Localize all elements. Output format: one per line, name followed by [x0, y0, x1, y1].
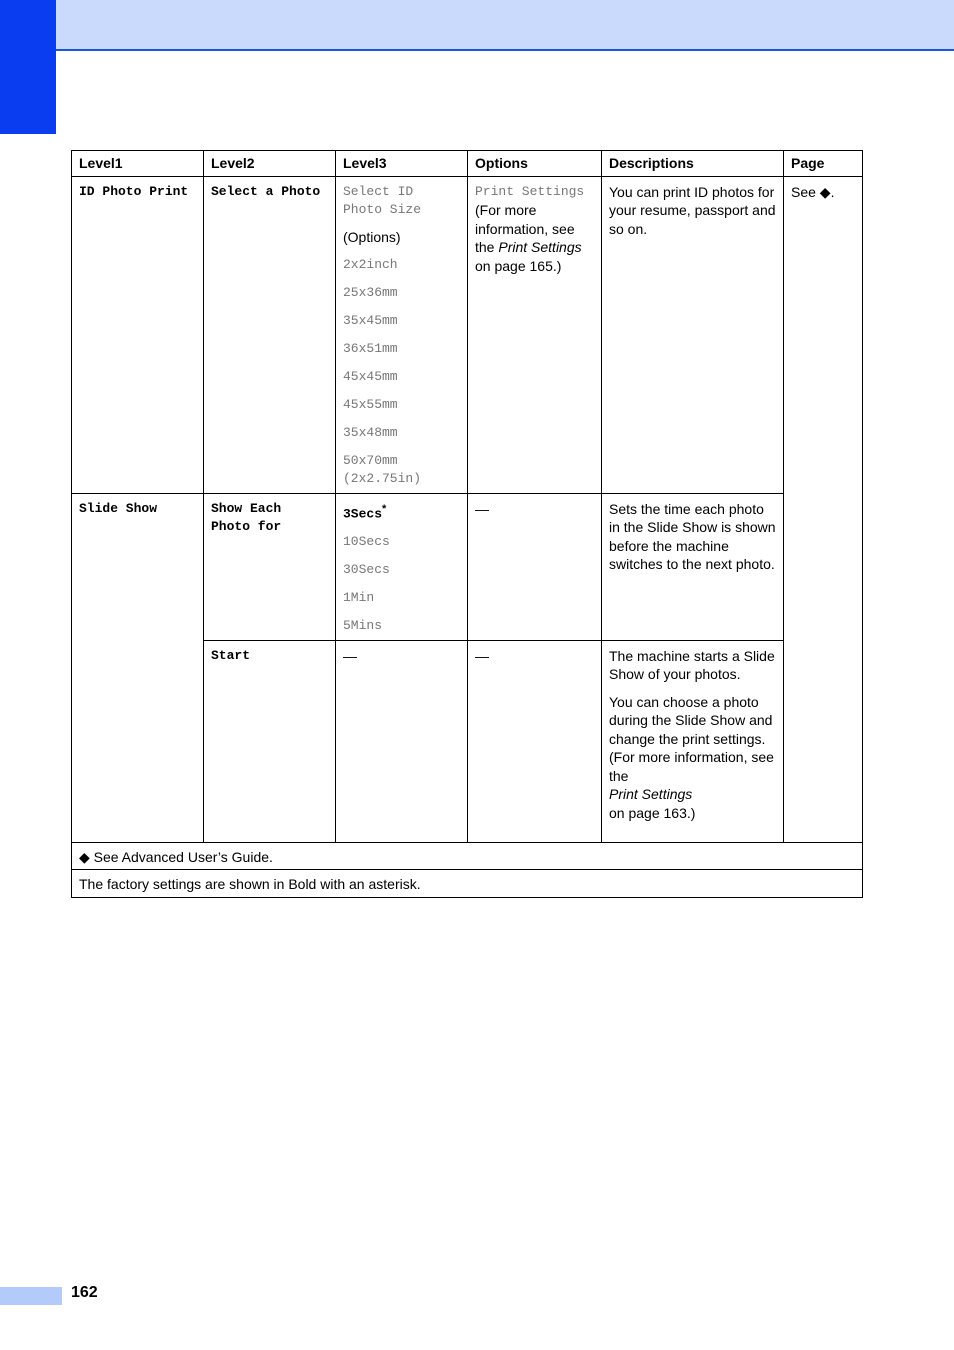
- page-number: 162: [71, 1284, 98, 1301]
- size-option: 2x2inch: [343, 256, 398, 272]
- description-start: [602, 640, 784, 842]
- column-header-descriptions: Descriptions: [602, 151, 784, 177]
- print-settings-reference: [475, 201, 594, 275]
- duration-option: 1Min: [343, 590, 375, 606]
- default-asterisk: *: [382, 502, 387, 515]
- size-option: 25x36mm: [343, 284, 398, 300]
- description-start-2: [609, 693, 776, 823]
- level1-id-photo-print: ID Photo Print: [72, 176, 204, 493]
- note-factory-settings: The factory settings are shown in Bold with an asterisk.: [72, 870, 863, 898]
- reference-title: Print Settings: [498, 239, 582, 255]
- print-settings-option: Print Settings: [475, 183, 585, 199]
- column-header-level1: Level1: [72, 151, 204, 177]
- level2-select-a-photo: Select a Photo: [204, 176, 336, 493]
- options-print-settings: [468, 176, 602, 493]
- level3-id-photo-sizes: [336, 176, 468, 493]
- duration-option: 5Mins: [343, 618, 383, 634]
- size-option: 35x45mm: [343, 312, 398, 328]
- reference-page: on page 165.): [475, 257, 562, 274]
- level1-slide-show: Slide Show: [72, 493, 204, 842]
- description-show-each: Sets the time each photo in the Slide Show is shown before the machine switches to the next photo.: [602, 493, 784, 640]
- size-option: 45x55mm: [343, 396, 398, 412]
- column-header-page: Page: [784, 151, 863, 177]
- table-header-row: [72, 151, 863, 177]
- size-option: 36x51mm: [343, 340, 398, 356]
- size-option: 35x48mm: [343, 424, 398, 440]
- column-header-level2: Level2: [204, 151, 336, 177]
- size-option: 50x70mm (2x2.75in): [343, 452, 422, 486]
- level3-durations: [336, 493, 468, 640]
- reference-text: (For more information, see the: [475, 202, 575, 255]
- default-duration: [343, 500, 460, 524]
- column-header-level3: Level3: [336, 151, 468, 177]
- level2-start: Start: [204, 640, 336, 842]
- level3-start: —: [336, 640, 468, 842]
- note-row-factory: [72, 870, 863, 898]
- settings-table: [71, 150, 863, 898]
- level2-show-each-photo-for: Show Each Photo for: [204, 493, 336, 640]
- header-band: [0, 0, 954, 51]
- description-start-2-page: on page 163.): [609, 804, 696, 821]
- table-row-show-each-photo: [72, 493, 863, 640]
- column-header-options: Options: [468, 151, 602, 177]
- duration-option: 30Secs: [343, 562, 390, 578]
- default-duration-value: 3Secs: [343, 506, 383, 522]
- duration-option: 10Secs: [343, 534, 390, 550]
- note-row-advanced: [72, 842, 863, 870]
- page-number-band: [0, 1287, 62, 1305]
- table-row-id-photo: [72, 176, 863, 493]
- chapter-tab: [0, 0, 56, 134]
- page-reference: See ◆.: [784, 176, 863, 842]
- description-start-1: The machine starts a Slide Show of your photos.: [609, 647, 775, 683]
- level3-select-id-photo-size: Select ID Photo Size: [343, 183, 422, 217]
- options-show-each: —: [468, 493, 602, 640]
- description-start-2-title: Print Settings: [609, 786, 693, 803]
- size-option: 45x45mm: [343, 368, 398, 384]
- description-id-photo: You can print ID photos for your resume, passport and so on.: [602, 176, 784, 493]
- options-label: (Options): [343, 228, 401, 245]
- note-advanced-guide: ◆ See Advanced User’s Guide.: [72, 842, 863, 870]
- description-start-2-text: You can choose a photo during the Slide Show and change the print settings. (For more information, see the: [609, 693, 774, 784]
- options-start: —: [468, 640, 602, 842]
